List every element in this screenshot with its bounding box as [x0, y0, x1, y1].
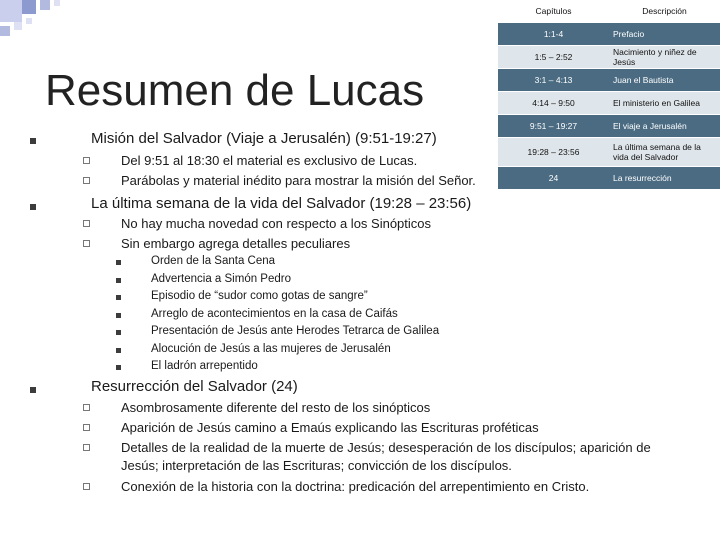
hollow-square-bullet-icon: [83, 483, 90, 490]
outline-subitem: Advertencia a Simón Pedro: [151, 273, 291, 285]
small-square-bullet-icon: [116, 278, 121, 283]
small-square-bullet-icon: [116, 295, 121, 300]
small-square-bullet-icon: [116, 313, 121, 318]
outline-subitem: Arreglo de acontecimientos en la casa de Caifás: [151, 308, 398, 320]
square-bullet-icon: [30, 387, 36, 393]
table-row: [498, 138, 720, 167]
hollow-square-bullet-icon: [83, 240, 90, 247]
hollow-square-bullet-icon: [83, 157, 90, 164]
outline-subitem: Episodio de “sudor como gotas de sangre”: [151, 290, 368, 302]
outline-subitem: Alocución de Jesús a las mujeres de Jerusalén: [151, 343, 391, 355]
outline-item: No hay mucha novedad con respecto a los Sinópticos: [121, 216, 432, 231]
row-description: El ministerio en Galilea: [609, 92, 720, 115]
square-bullet-icon: [30, 138, 36, 144]
hollow-square-bullet-icon: [83, 444, 90, 451]
row-chapters: 4:14 – 9:50: [498, 92, 609, 115]
row-description: Juan el Bautista: [609, 69, 720, 92]
small-square-bullet-icon: [116, 348, 121, 353]
table-row: [498, 46, 720, 69]
outline-item-continuation: Jesús; interpretación de las Escrituras; convicción de los discípulos.: [121, 458, 512, 473]
outline-subitem: Presentación de Jesús ante Herodes Tetrarca de Galilea: [151, 325, 440, 337]
outline-item: Detalles de la realidad de la muerte de Jesús; desesperación de los discípulos; aparición de: [121, 440, 651, 455]
row-description: La última semana de la vida del Salvador: [609, 138, 720, 167]
row-chapters: 19:28 – 23:56: [498, 138, 609, 167]
row-chapters: 1:5 – 2:52: [498, 46, 609, 69]
row-description: El viaje a Jerusalén: [609, 115, 720, 138]
hollow-square-bullet-icon: [83, 220, 90, 227]
row-chapters: 9:51 – 19:27: [498, 115, 609, 138]
small-square-bullet-icon: [116, 260, 121, 265]
hollow-square-bullet-icon: [83, 424, 90, 431]
small-square-bullet-icon: [116, 365, 121, 370]
table-row: [498, 167, 720, 190]
header-description: Descripción: [609, 0, 720, 23]
chapters-table: [498, 0, 720, 190]
row-description: Prefacio: [609, 23, 720, 46]
row-description: La resurrección: [609, 167, 720, 190]
corner-decoration: [0, 0, 90, 50]
slide-title: Resumen de Lucas: [45, 66, 425, 115]
outline-item: Conexión de la historia con la doctrina: predicación del arrepentimiento en Cristo.: [121, 479, 590, 494]
header-chapters: Capítulos: [498, 0, 609, 23]
row-chapters: 24: [498, 167, 609, 190]
outline-item: Asombrosamente diferente del resto de los sinópticos: [121, 400, 431, 415]
table-row: [498, 23, 720, 46]
square-bullet-icon: [30, 204, 36, 210]
outline-item: Parábolas y material inédito para mostrar la misión del Señor.: [121, 173, 476, 188]
small-square-bullet-icon: [116, 330, 121, 335]
row-description: Nacimiento y niñez de Jesús: [609, 46, 720, 69]
table-row: [498, 115, 720, 138]
outline-heading: Misión del Salvador (Viaje a Jerusalén) (9:51-19:27): [91, 130, 437, 147]
outline-heading: Resurrección del Salvador (24): [91, 378, 298, 395]
table-row: [498, 92, 720, 115]
outline-subitem: Orden de la Santa Cena: [151, 255, 276, 267]
outline-item: Sin embargo agrega detalles peculiares: [121, 236, 351, 251]
row-chapters: 3:1 – 4:13: [498, 69, 609, 92]
table-row: [498, 69, 720, 92]
row-chapters: 1:1-4: [498, 23, 609, 46]
outline-item: Del 9:51 al 18:30 el material es exclusivo de Lucas.: [121, 153, 418, 168]
outline-item: Aparición de Jesús camino a Emaús explicando las Escrituras proféticas: [121, 420, 539, 435]
hollow-square-bullet-icon: [83, 404, 90, 411]
outline-heading: La última semana de la vida del Salvador (19:28 – 23:56): [91, 195, 472, 212]
table-header-row: [498, 0, 720, 23]
hollow-square-bullet-icon: [83, 177, 90, 184]
outline-subitem: El ladrón arrepentido: [151, 360, 258, 372]
